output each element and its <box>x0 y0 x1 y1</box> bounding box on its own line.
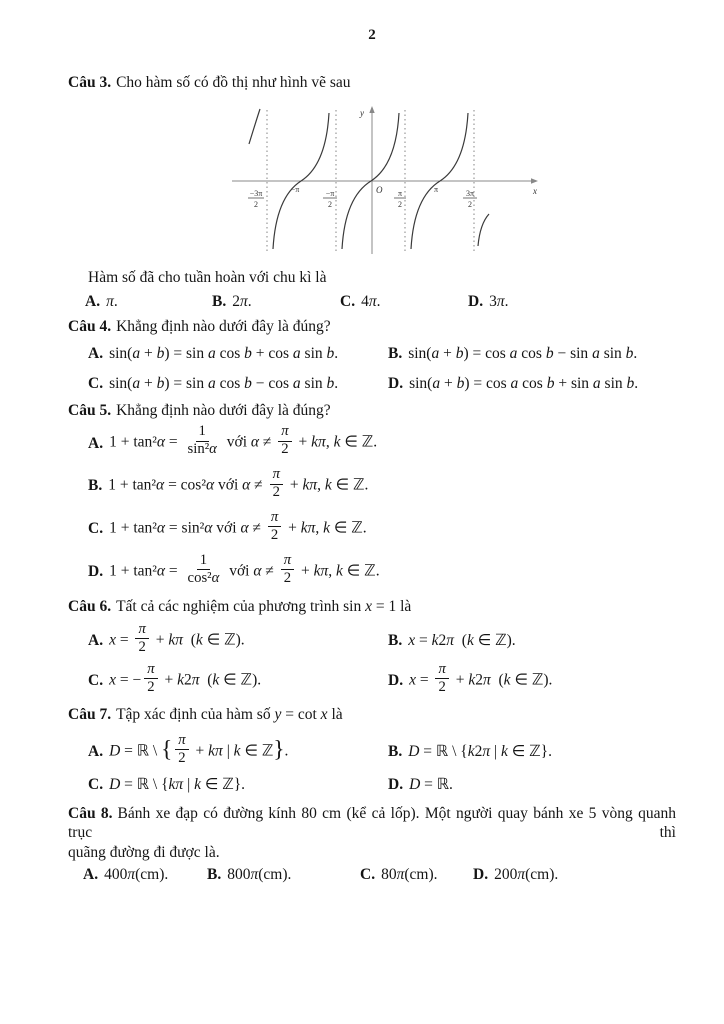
option-label: C. <box>88 374 104 392</box>
option-label: D. <box>473 866 489 884</box>
option-label: B. <box>207 866 222 884</box>
option-math: D = ℝ \ {kπ | k ∈ ℤ}. <box>109 775 246 793</box>
tan-curve-right-tail <box>478 214 489 246</box>
option-math: 400π(cm). <box>104 866 169 884</box>
option-math: 1 + tan²α = $\frac{1}{\text{cos²α}}$ với α ≠ $\frac{\pi}{2}$ + kπ, k ∈ ℤ. <box>109 551 380 586</box>
option-label: A. <box>83 866 99 884</box>
option-label: C. <box>88 775 104 793</box>
option-math: 1 + tan²α = cos²α với α ≠ $\frac{\pi}{2}$ + kπ, k ∈ ℤ. <box>108 466 369 501</box>
option-math: 1 + tan²α = sin²α với α ≠ $\frac{\pi}{2}$ + kπ, k ∈ ℤ. <box>109 508 367 543</box>
question-cau7-heading <box>68 705 676 724</box>
question-label: Câu 8. <box>68 804 113 822</box>
option-math: x = $\frac{\pi}{2}$ + kπ (k ∈ ℤ). <box>109 620 245 655</box>
option-label: D. <box>88 562 104 580</box>
question-stem: Tất cả các nghiệm của phương trình sin x = 1 là <box>116 597 412 615</box>
cau4-row2 <box>68 374 676 393</box>
question-label: Câu 4. <box>68 317 112 335</box>
tick-neg-3pi-2-den: 2 <box>254 200 258 210</box>
option-c <box>88 374 388 393</box>
option-c <box>88 660 388 698</box>
option-math: x = − $\frac{\pi}{2}$ + k2π (k ∈ ℤ). <box>109 660 262 695</box>
x-axis-arrow-icon <box>531 178 538 183</box>
option-c <box>88 775 388 794</box>
option-b <box>207 865 360 884</box>
substem-text: Hàm số đã cho tuần hoàn với chu kì là <box>88 269 327 287</box>
option-d <box>388 775 453 794</box>
option-math: π. <box>106 292 118 310</box>
question-cau8-heading <box>68 804 676 843</box>
option-b <box>68 466 676 503</box>
option-label: B. <box>388 345 403 363</box>
option-math: 200π(cm). <box>494 866 559 884</box>
cau7-row1 <box>68 731 676 769</box>
tick-neg-3pi-2-num: −3π <box>249 189 263 199</box>
option-label: D. <box>388 671 404 689</box>
cau7-row2 <box>68 775 676 794</box>
origin-label: O <box>376 185 383 196</box>
tan-graph-svg <box>228 104 540 256</box>
option-a <box>68 423 676 460</box>
y-axis-label: y <box>360 108 364 119</box>
option-d <box>388 660 553 698</box>
option-label: C. <box>88 520 104 538</box>
tick-neg-pi: −π <box>290 185 300 195</box>
tick-pi-2-den: 2 <box>398 200 402 210</box>
option-d <box>388 374 638 393</box>
option-c <box>68 508 676 546</box>
option-d <box>473 865 558 884</box>
option-a <box>85 292 212 311</box>
question-cau8-stem-line2: quãng đường đi được là. <box>68 843 220 861</box>
option-label: D. <box>468 292 484 310</box>
tick-3pi-2-num: 3π <box>465 189 475 199</box>
question-stem: Cho hàm số có đồ thị như hình vẽ sau <box>116 73 351 91</box>
option-label: C. <box>340 292 356 310</box>
question-label: Câu 7. <box>68 706 112 724</box>
option-label: B. <box>212 292 227 310</box>
question-cau3-substem <box>68 268 676 287</box>
option-label: A. <box>85 292 101 310</box>
cau6-row2 <box>68 660 676 698</box>
option-math: 4π. <box>361 292 381 310</box>
question-cau4-heading <box>68 317 676 336</box>
cau8-options <box>68 865 676 884</box>
question-stem-line1: Bánh xe đạp có đường kính 80 cm (kể cả lốp). Một người quay bánh xe 5 vòng quanh trục thì <box>68 804 676 842</box>
option-math: 2π. <box>232 292 252 310</box>
cau4-row1 <box>68 344 676 363</box>
tan-curve-left-tail <box>249 109 260 144</box>
question-stem: Tập xác định của hàm số y = cot x là <box>116 706 343 724</box>
option-math: 800π(cm). <box>227 866 292 884</box>
question-stem: Khẳng định nào dưới đây là đúng? <box>116 317 331 335</box>
tan-graph-figure <box>228 104 540 256</box>
tick-neg-pi-2-num: −π <box>325 189 335 199</box>
y-axis-arrow-icon <box>369 106 374 113</box>
option-math: 80π(cm). <box>381 866 438 884</box>
tick-pi: π <box>433 185 439 195</box>
option-math: sin(a + b) = sin a cos b − cos a sin b. <box>109 374 339 392</box>
option-b <box>212 292 340 311</box>
question-stem: Khẳng định nào dưới đây là đúng? <box>116 402 331 419</box>
option-math: sin(a + b) = sin a cos b + cos a sin b. <box>109 345 339 363</box>
question-label: Câu 3. <box>68 73 112 91</box>
option-math: D = ℝ. <box>409 775 453 793</box>
question-cau3-heading <box>68 73 676 92</box>
option-label: B. <box>88 477 103 495</box>
question-label: Câu 6. <box>68 597 112 615</box>
option-math: 3π. <box>489 292 509 310</box>
x-axis-label: x <box>533 186 537 197</box>
option-b <box>388 742 552 761</box>
option-a <box>88 344 388 363</box>
option-label: C. <box>360 866 376 884</box>
option-c <box>360 865 473 884</box>
option-label: A. <box>88 345 104 363</box>
option-b <box>388 631 516 650</box>
option-math: sin(a + b) = cos a cos b + sin a sin b. <box>409 374 639 392</box>
option-math: sin(a + b) = cos a cos b − sin a sin b. <box>408 345 638 363</box>
option-label: B. <box>388 632 403 650</box>
option-a <box>88 620 388 658</box>
tick-pi-2-num: π <box>397 189 403 199</box>
option-c <box>340 292 468 311</box>
option-a <box>88 731 388 769</box>
option-a <box>83 865 207 884</box>
cau3-options <box>68 292 676 311</box>
option-math: 1 + tan²α = $\frac{1}{\text{sin²α}}$ với α ≠ $\frac{\pi}{2}$ + kπ, k ∈ ℤ. <box>109 423 378 458</box>
option-label: B. <box>388 743 403 761</box>
tick-neg-pi-2-den: 2 <box>328 200 332 210</box>
option-math: x = $\frac{\pi}{2}$ + k2π (k ∈ ℤ). <box>409 660 553 695</box>
option-label: D. <box>388 374 404 392</box>
option-math: D = ℝ \ { $\frac{\pi}{2}$ + kπ | k ∈ ℤ}. <box>109 731 289 766</box>
option-label: D. <box>388 775 404 793</box>
page-number: 2 <box>368 27 376 43</box>
question-label: Câu 5. <box>68 402 112 419</box>
option-math: D = ℝ \ {k2π | k ∈ ℤ}. <box>408 743 552 761</box>
option-label: A. <box>88 434 104 452</box>
option-label: A. <box>88 743 104 761</box>
cau6-row1 <box>68 620 676 658</box>
tick-3pi-2-den: 2 <box>468 200 472 210</box>
question-cau5-heading <box>68 401 676 420</box>
option-b <box>388 344 637 363</box>
option-d <box>68 551 676 589</box>
question-cau6-heading <box>68 597 676 616</box>
option-math: x = k2π (k ∈ ℤ). <box>408 632 516 650</box>
option-label: C. <box>88 671 104 689</box>
option-label: A. <box>88 632 104 650</box>
option-d <box>468 292 508 311</box>
